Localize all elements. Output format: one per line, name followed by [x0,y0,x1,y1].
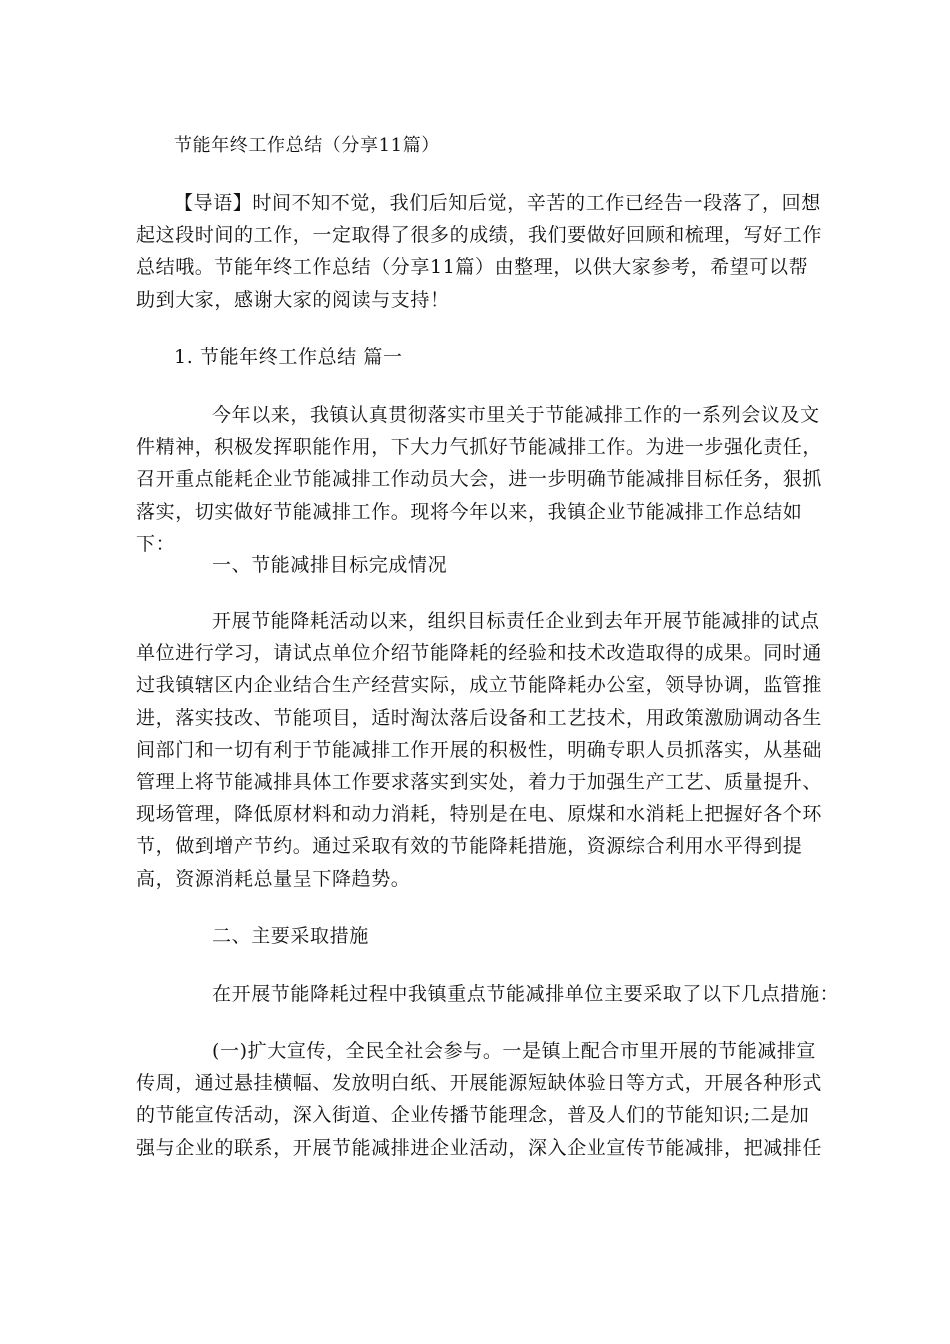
body-paragraph-4: (一)扩大宣传，全民全社会参与。一是镇上配合市里开展的节能减排宣传周，通过悬挂横幅、发放明白纸、开展能源短缺体验日等方式，开展各种形式的节能宣传活动，深入街道、企业传播节能理念，普及人们的节能知识;二是加强与企业的联系，开展节能减排进企业活动，深入企业宣传节能减排，把减排任 [136,1040,823,1159]
subheading-2: 二、主要采取措施 [212,925,369,947]
intro-paragraph: 【导语】时间不知不觉，我们后知后觉，辛苦的工作已经告一段落了，回想起这段时间的工作，一定取得了很多的成绩，我们要做好回顾和梳理，写好工作总结哦。节能年终工作总结（分享11篇）由整理，以供大家参考，希望可以帮助到大家，感谢大家的阅读与支持！ [136,192,823,311]
body-paragraph-1: 今年以来，我镇认真贯彻落实市里关于节能减排工作的一系列会议及文件精神，积极发挥职能作用，下大力气抓好节能减排工作。为进一步强化责任，召开重点能耗企业节能减排工作动员大会，进一步明确节能减排目标任务，狠抓落实，切实做好节能减排工作。现将今年以来，我镇企业节能减排工作总结如下： [136,404,823,555]
body-paragraph-3: 在开展节能降耗过程中我镇重点节能减排单位主要采取了以下几点措施： [212,983,840,1005]
body-paragraph-2: 开展节能降耗活动以来，组织目标责任企业到去年开展节能减排的试点单位进行学习，请试点单位介绍节能降耗的经验和技术改造取得的成果。同时通过我镇辖区内企业结合生产经营实际，成立节能降耗办公室，领导协调，监管推进，落实技改、节能项目，适时淘汰落后设备和工艺技术，用政策激励调动各生间部门和一切有利于节能减排工作开展的积极性，明确专职人员抓落实，从基础管理上将节能减排具体工作要求落实到实处，着力于加强生产工艺、质量提升、现场管理，降低原材料和动力消耗，特别是在电、原煤和水消耗上把握好各个环节，做到增产节约。通过采取有效的节能降耗措施，资源综合利用水平得到提高，资源消耗总量呈下降趋势。 [136,610,823,890]
subheading-1: 一、节能减排目标完成情况 [212,554,448,576]
document-title: 节能年终工作总结（分享11篇） [174,135,440,156]
section-heading: 1. 节能年终工作总结 篇一 [174,346,403,368]
